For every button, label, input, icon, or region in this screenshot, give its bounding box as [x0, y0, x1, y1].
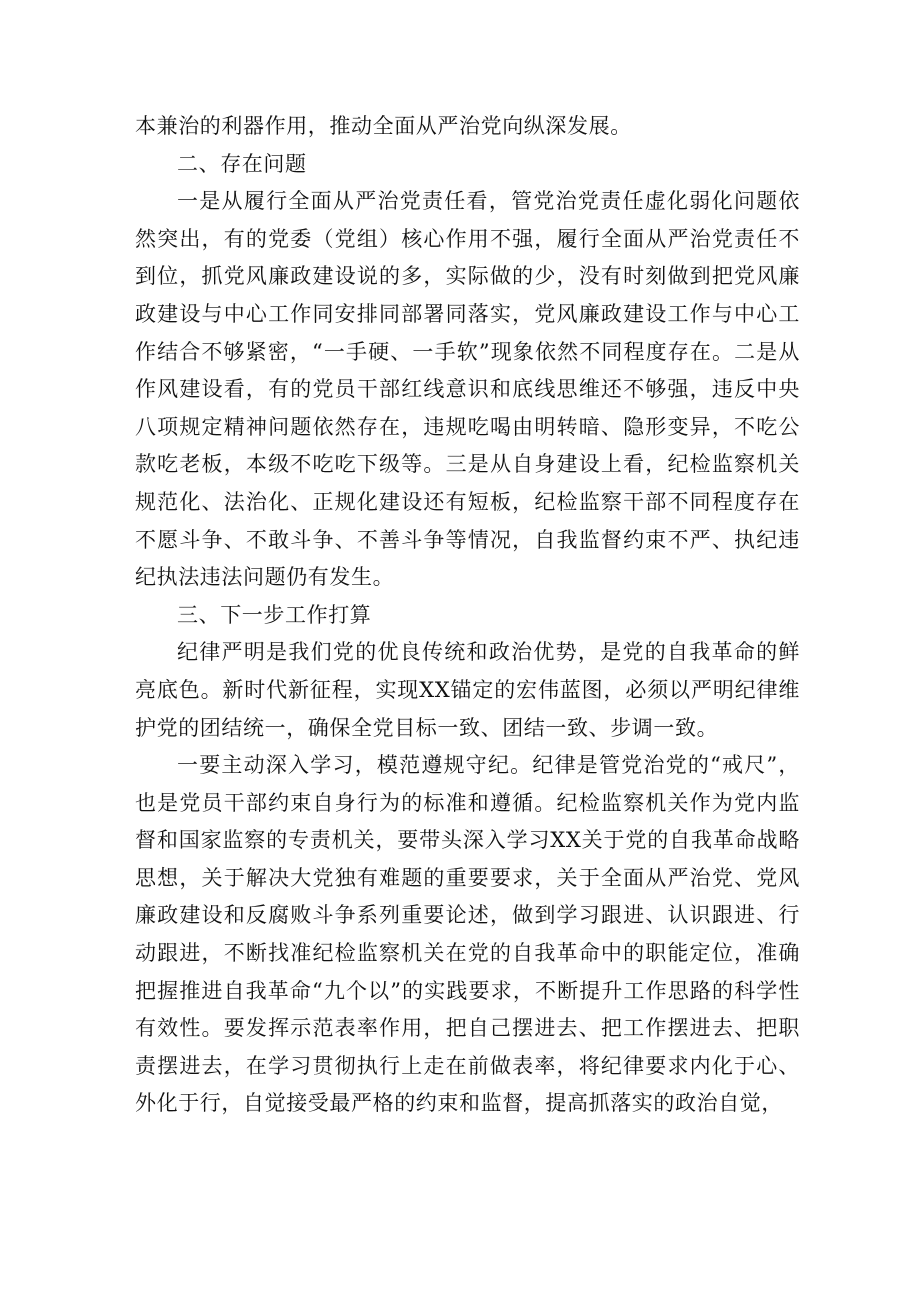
section-heading-problems: 二、存在问题 — [177, 151, 307, 176]
paragraph-study: 一要主动深入学习，模范遵规守纪。纪律是管党治党的“戒尺”，也是党员干部约束自身行为的标准和遵循。纪检监察机关作为党内监督和国家监察的专责机关，要带头深入学习XX关于党的自我革命战略思想，关于解决大党独有难题的重要要求，关于全面从严治党、党风廉政建设和反腐败斗争系列重要论述，做到学习跟进、认识跟进、行动跟进，不断找准纪检监察机关在党的自我革命中的职能定位，准确把握推进自我革命“九个以”的实践要求，不断提升工作思路的科学性有效性。要发挥示范表率作用，把自己摆进去、把工作摆进去、把职责摆进去，在学习贯彻执行上走在前做表率，将纪律要求内化于心、外化于行，自觉接受最严格的约束和监督，提高抓落实的政治自觉， — [135, 753, 800, 1116]
paragraph-discipline: 纪律严明是我们党的优良传统和政治优势，是党的自我革命的鲜亮底色。新时代新征程，实现XX锚定的宏伟蓝图，必须以严明纪律维护党的团结统一，确保全党目标一致、团结一致、步调一致。 — [135, 640, 800, 740]
paragraph-problems: 一是从履行全面从严治党责任看，管党治党责任虚化弱化问题依然突出，有的党委（党组）核心作用不强，履行全面从严治党责任不到位，抓党风廉政建设说的多，实际做的少，没有时刻做到把党风廉政建设与中心工作同安排同部署同落实，党风廉政建设工作与中心工作结合不够紧密，“一手硬、一手软”现象依然不同程度存在。二是从作风建设看，有的党员干部红线意识和底线思维还不够强，违反中央八项规定精神问题依然存在，违规吃喝由明转暗、隐形变异，不吃公款吃老板，本级不吃吃下级等。三是从自身建设上看，纪检监察机关规范化、法治化、正规化建设还有短板，纪检监察干部不同程度存在不愿斗争、不敢斗争、不善斗争等情况，自我监督约束不严、执纪违纪执法违法问题仍有发生。 — [135, 189, 800, 590]
paragraph-continuation: 本兼治的利器作用，推动全面从严治党向纵深发展。 — [135, 114, 632, 138]
document-body — [135, 108, 800, 1123]
section-heading-next-steps: 三、下一步工作打算 — [177, 602, 372, 627]
